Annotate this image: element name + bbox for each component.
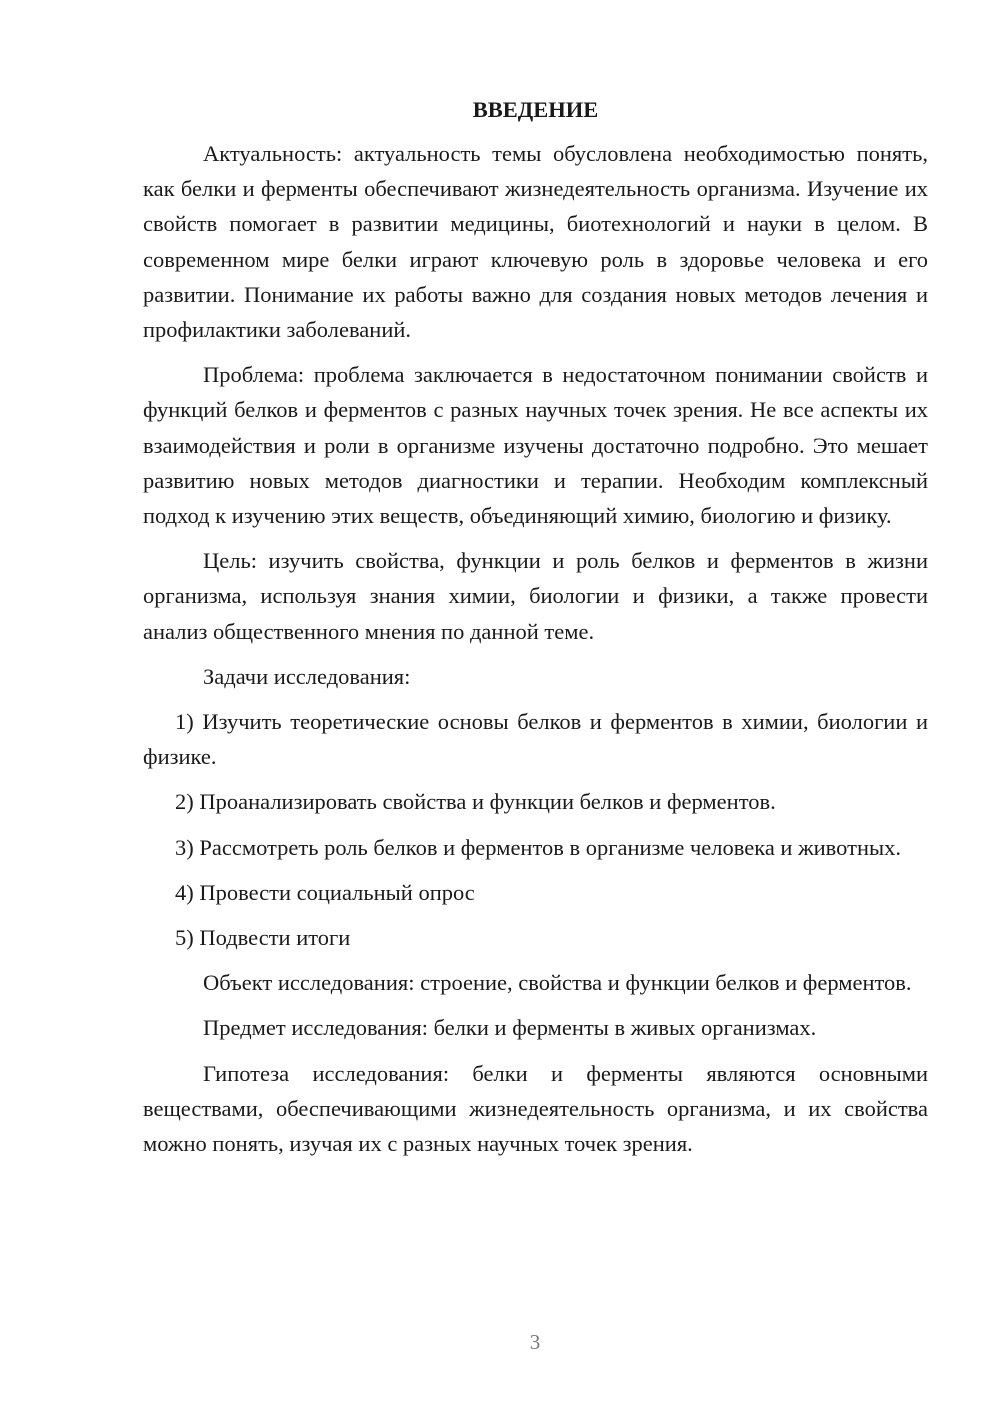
task-item: 4) Провести социальный опрос [175, 879, 475, 905]
task-item: 2) Проанализировать свойства и функции белков и ферментов. [175, 789, 776, 815]
hypothesis-paragraph: Гипотеза исследования: белки и ферменты являются основными веществами, обеспечивающими жизнедеятельность организма, и их свойства можно понять, изучая их с разных научных точек зрения. [143, 1060, 928, 1157]
task-item: 5) Подвести итоги [175, 925, 351, 951]
page-number: 3 [529, 1330, 541, 1354]
task-item: 3) Рассмотреть роль белков и ферментов в организме человека и животных. [175, 834, 901, 860]
problem-paragraph: Проблема: проблема заключается в недостаточном понимании свойств и функций белков и ферментов с разных научных точек зрения. Не все аспекты их взаимодействия и роли в организме изучены достаточно подробно. Это мешает развитию новых методов диагностики и терапии. Необходим комплексный подход к изучению этих веществ, объединяющий химию, биологию и физику. [143, 362, 928, 529]
relevance-paragraph: Актуальность: актуальность темы обусловлена необходимостью понять, как белки и ферменты обеспечивают жизнедеятельность организма. Изучение их свойств помогает в развитии медицины, биотехнологий и науки в целом. В современном мире белки играют ключевую роль в здоровье человека и его развитии. Понимание их работы важно для создания новых методов лечения и профилактики заболеваний. [143, 141, 928, 343]
document-page [143, 92, 928, 1171]
goal-paragraph: Цель: изучить свойства, функции и роль белков и ферментов в жизни организма, используя знания химии, биологии и физики, а также провести анализ общественного мнения по данной теме. [143, 548, 928, 644]
tasks-heading: Задачи исследования: [203, 663, 411, 689]
task-item: 1) Изучить теоретические основы белков и ферментов в химии, биологии и физике. [143, 709, 928, 770]
page-title: ВВЕДЕНИЕ [472, 97, 599, 122]
object-paragraph: Объект исследования: строение, свойства и функции белков и ферментов. [203, 970, 912, 996]
subject-paragraph: Предмет исследования: белки и ферменты в живых организмах. [203, 1015, 817, 1041]
